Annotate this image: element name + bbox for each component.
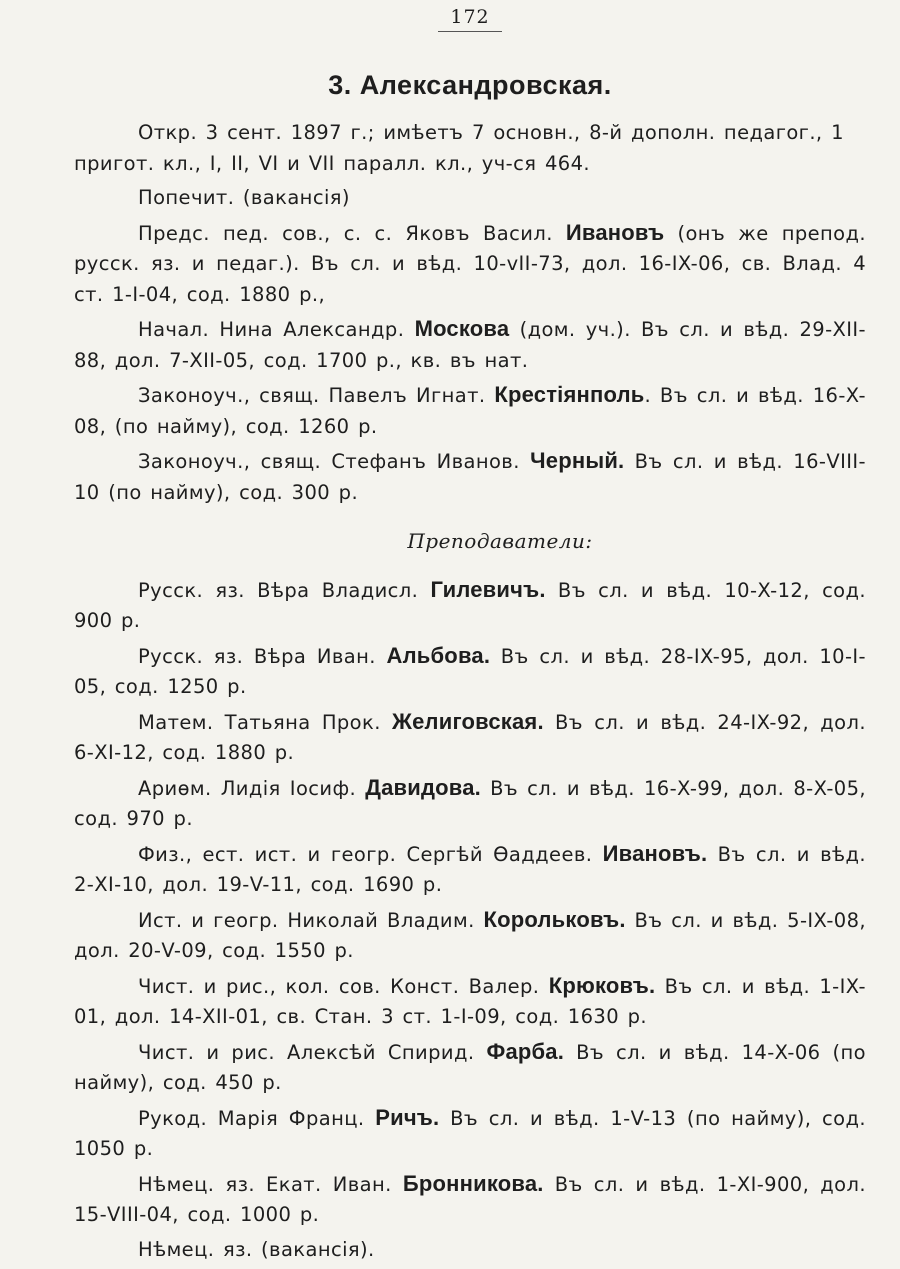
intro-entry (74, 218, 866, 311)
teachers-list (74, 575, 866, 1266)
entry-position: Ариѳм. Лидія Іосиф. (138, 776, 357, 800)
entry-details: Въ сл. и вѣд. 14-X-06 (по найму), сод. 450 р. (74, 1040, 866, 1094)
entry-position: Рукод. Марія Франц. (138, 1106, 365, 1130)
person-surname: Крюковъ. (548, 972, 656, 998)
teacher-entry (74, 971, 866, 1033)
teacher-entry (74, 1103, 866, 1165)
entry-details: Въ сл. и вѣд. 5-IX-08, дол. 20-V-09, сод. 1550 р. (74, 908, 866, 962)
person-surname: Ивановъ (565, 219, 665, 245)
person-surname: Бронникова. (402, 1170, 544, 1196)
entry-text: Попечит. (вакансія) (138, 186, 350, 209)
person-surname: Ричъ. (375, 1104, 440, 1130)
entry-details: Въ сл. и вѣд. 1-IX-01, дол. 14-XII-01, св. Стан. 3 ст. 1-I-09, сод. 1630 р. (74, 974, 866, 1028)
entry-position: Матем. Татьяна Прок. (138, 710, 381, 734)
entry-details: Въ сл. и вѣд. 2-XI-10, дол. 19-V-11, сод. 1690 р. (74, 842, 866, 896)
entry-text: Нѣмец. яз. (вакансія). (138, 1237, 375, 1261)
entry-position: Начал. Нина Александр. (138, 318, 405, 341)
teacher-entry (74, 641, 866, 703)
entry-position: Законоуч., свящ. Стефанъ Иванов. (138, 450, 520, 473)
entry-position: Нѣмец. яз. Екат. Иван. (138, 1172, 392, 1196)
entry-details: Въ сл. и вѣд. 1-XI-900, дол. 15-VIII-04, сод. 1000 р. (74, 1172, 866, 1226)
intro-entry (74, 183, 866, 214)
person-surname: Ивановъ. (602, 840, 708, 866)
intro-block (74, 118, 866, 508)
entry-position: Физ., ест. ист. и геогр. Сергѣй Ѳаддеев. (138, 842, 593, 866)
entry-text: Откр. 3 сент. 1897 г.; имѣетъ 7 основн., 8-й дополн. педагог., 1 пригот. кл., I, II, VI и VII паралл. кл., уч-ся 464. (74, 121, 844, 175)
entry-details: (дом. уч.). Въ сл. и вѣд. 29-XII-88, дол. 7-XII-05, сод. 1700 р., кв. въ нат. (74, 318, 866, 372)
person-surname: Корольковъ. (483, 906, 626, 932)
person-surname: Гилевичъ. (430, 576, 546, 602)
entry-position: Чист. и рис. Алексѣй Спирид. (138, 1040, 475, 1064)
person-surname: Черный. (530, 448, 625, 473)
person-surname: Альбова. (386, 642, 491, 668)
person-surname: Давидова. (365, 774, 481, 800)
person-surname: Фарба. (486, 1038, 565, 1064)
teacher-entry (74, 1235, 866, 1266)
entry-details: Въ сл. и вѣд. 1-V-13 (по найму), сод. 1050 р. (74, 1106, 866, 1160)
intro-entry (74, 118, 866, 179)
entry-details: Въ сл. и вѣд. 28-IX-95, дол. 10-I-05, сод. 1250 р. (74, 644, 866, 698)
teacher-entry (74, 1169, 866, 1231)
entry-details: Въ сл. и вѣд. 16-X-99, дол. 8-X-05, сод. 970 р. (74, 776, 867, 830)
teacher-entry (74, 773, 866, 835)
page-number: 172 (438, 6, 502, 32)
teacher-entry (74, 905, 866, 967)
entry-details: (онъ же препод. русск. яз. и педаг.). Въ сл. и вѣд. 10-vII-73, дол. 16-IX-06, св. Влад. 4 ст. 1-I-04, сод. 1880 р., (74, 221, 866, 306)
entry-details: Въ сл. и вѣд. 16-VIII-10 (по найму), сод. 300 р. (74, 450, 866, 504)
entry-details: . Въ сл. и вѣд. 16-X-08, (по найму), сод. 1260 р. (74, 384, 866, 438)
entry-position: Русск. яз. Вѣра Иван. (138, 644, 376, 668)
person-surname: Москова (414, 316, 510, 341)
document-body (74, 118, 866, 1269)
teacher-entry (74, 1037, 866, 1099)
person-surname: Желиговская. (392, 708, 544, 734)
entry-details: Въ сл. и вѣд. 10-X-12, сод. 900 р. (74, 578, 866, 632)
teacher-entry (74, 575, 866, 637)
entry-position: Предс. пед. сов., с. с. Яковъ Васил. (138, 221, 553, 245)
section-heading: Преподаватели: (407, 529, 593, 553)
entry-details: Въ сл. и вѣд. 24-IX-92, дол. 6-XI-12, сод. 1880 р. (74, 710, 866, 764)
teacher-entry (74, 839, 866, 901)
intro-entry (74, 380, 866, 442)
entry-position: Законоуч., свящ. Павелъ Игнат. (138, 384, 486, 407)
intro-entry (74, 446, 866, 508)
entry-position: Чист. и рис., кол. сов. Конст. Валер. (138, 974, 540, 998)
entry-position: Русск. яз. Вѣра Владисл. (138, 578, 419, 602)
section-title: 3. Александровская. (328, 70, 612, 100)
teacher-entry (74, 707, 866, 769)
person-surname: Крестіянполь (494, 382, 645, 407)
entry-position: Ист. и геогр. Николай Владим. (138, 908, 475, 932)
intro-entry (74, 314, 866, 376)
